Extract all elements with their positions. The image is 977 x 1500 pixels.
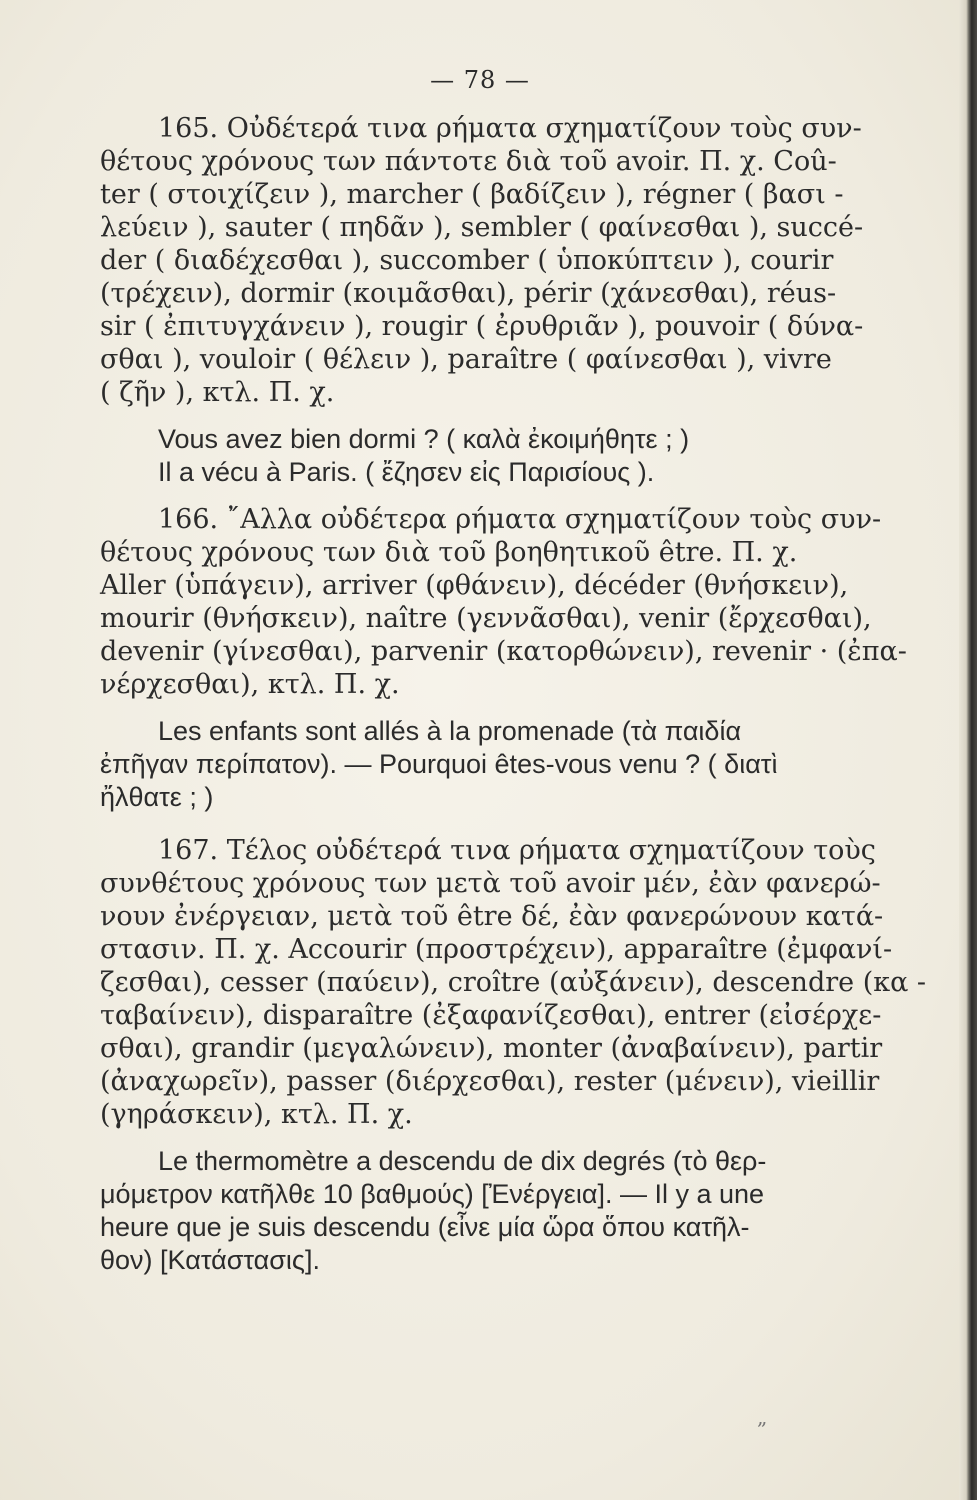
section-165 (100, 112, 870, 489)
paragraph-line: mourir (θνήσκειν), naître (γεννᾶσθαι), venir (ἔρχεσθαι), (100, 603, 872, 634)
paragraph-line: θέτους χρόνους των πάντοτε διὰ τοῦ avoir. Π. χ. Coû- (100, 146, 837, 177)
paragraph-line: der ( διαδέχεσθαι ), succomber ( ὑποκύπτειν ), courir (100, 245, 834, 276)
example-line: Vous avez bien dormi ? ( καλὰ ἐκοιμήθητε ; ) (158, 424, 690, 454)
paragraph-line: 165. Οὐδέτερά τινα ρήματα σχηματίζουν τοὺς συν- (158, 113, 862, 144)
paragraph-line: νέρχεσθαι), κτλ. Π. χ. (100, 669, 400, 700)
paragraph-line: (τρέχειν), dormir (κοιμᾶσθαι), périr (χάνεσθαι), réus- (100, 278, 837, 309)
text-block (100, 112, 927, 1277)
section-166 (100, 503, 907, 814)
paragraph-line: σθαι), grandir (μεγαλώνειν), monter (ἀναβαίνειν), partir (100, 1033, 883, 1064)
example-line: ἤλθατε ; ) (100, 782, 214, 812)
example-line: Il a vécu à Paris. ( ἔζησεν εἰς Παρισίους ). (158, 457, 655, 487)
paragraph-line: Aller (ὑπάγειν), arriver (φθάνειν), décéder (θνήσκειν), (100, 570, 849, 601)
example-line: ἐπῆγαν περίπατον). — Pourquoi êtes-vous venu ? ( διατὶ (100, 749, 778, 779)
paragraph-line: 166. ῎Αλλα οὐδέτερα ρήματα σχηματίζουν τοὺς συν- (158, 504, 882, 535)
paragraph-line: νουν ἐνέργειαν, μετὰ τοῦ être δέ, ἐὰν φανερώνουν κατά- (100, 901, 884, 932)
paragraph-line: devenir (γίνεσθαι), parvenir (κατορθώνειν), revenir · (ἐπα- (100, 636, 907, 667)
paragraph-line: ζεσθαι), cesser (παύειν), croître (αὐξάνειν), descendre (κα - (100, 967, 927, 998)
section-167 (100, 834, 927, 1277)
paragraph-line: (γηράσκειν), κτλ. Π. χ. (100, 1099, 413, 1130)
paragraph-line: συνθέτους χρόνους των μετὰ τοῦ avoir μέν, ἐὰν φανερώ- (100, 868, 881, 899)
stray-mark: „ (757, 1405, 768, 1429)
paragraph-line: ταβαίνειν), disparaître (ἐξαφανίζεσθαι), entrer (εἰσέρχε- (100, 1000, 882, 1031)
paragraph-line: σθαι ), vouloir ( θέλειν ), paraître ( φαίνεσθαι ), vivre (100, 344, 832, 375)
example-line: heure que je suis descendu (εἶνε μία ὥρα ὅπου κατῆλ- (100, 1212, 750, 1242)
paragraph-line: (ἀναχωρεῖν), passer (διέρχεσθαι), rester (μένειν), vieillir (100, 1066, 880, 1097)
page-number: — 78 — (430, 66, 530, 94)
example-line: Le thermomètre a descendu de dix degrés (τὸ θερ- (158, 1146, 767, 1176)
paragraph-line: στασιν. Π. χ. Accourir (προστρέχειν), apparaître (ἐμφανί- (100, 934, 893, 965)
page-edge-shadow (959, 0, 977, 1500)
example-line: θον) [Κατάστασις]. (100, 1245, 320, 1275)
paragraph-line: ter ( στοιχίζειν ), marcher ( βαδίζειν ), régner ( βασι - (100, 179, 844, 210)
paragraph-line: λεύειν ), sauter ( πηδᾶν ), sembler ( φαίνεσθαι ), succé- (100, 212, 864, 243)
paragraph-line: ( ζῆν ), κτλ. Π. χ. (100, 377, 335, 408)
example-line: μόμετρον κατῆλθε 10 βαθμούς) [Ἐνέργεια]. — Il y a une (100, 1179, 765, 1209)
example-line: Les enfants sont allés à la promenade (τὰ παιδία (158, 716, 742, 746)
paragraph-line: sir ( ἐπιτυγχάνειν ), rougir ( ἐρυθριᾶν ), pouvoir ( δύνα- (100, 311, 864, 342)
paragraph-line: 167. Τέλος οὐδέτερά τινα ρήματα σχηματίζουν τοὺς (158, 835, 876, 866)
paragraph-line: θέτους χρόνους των διὰ τοῦ βοηθητικοῦ être. Π. χ. (100, 537, 798, 568)
